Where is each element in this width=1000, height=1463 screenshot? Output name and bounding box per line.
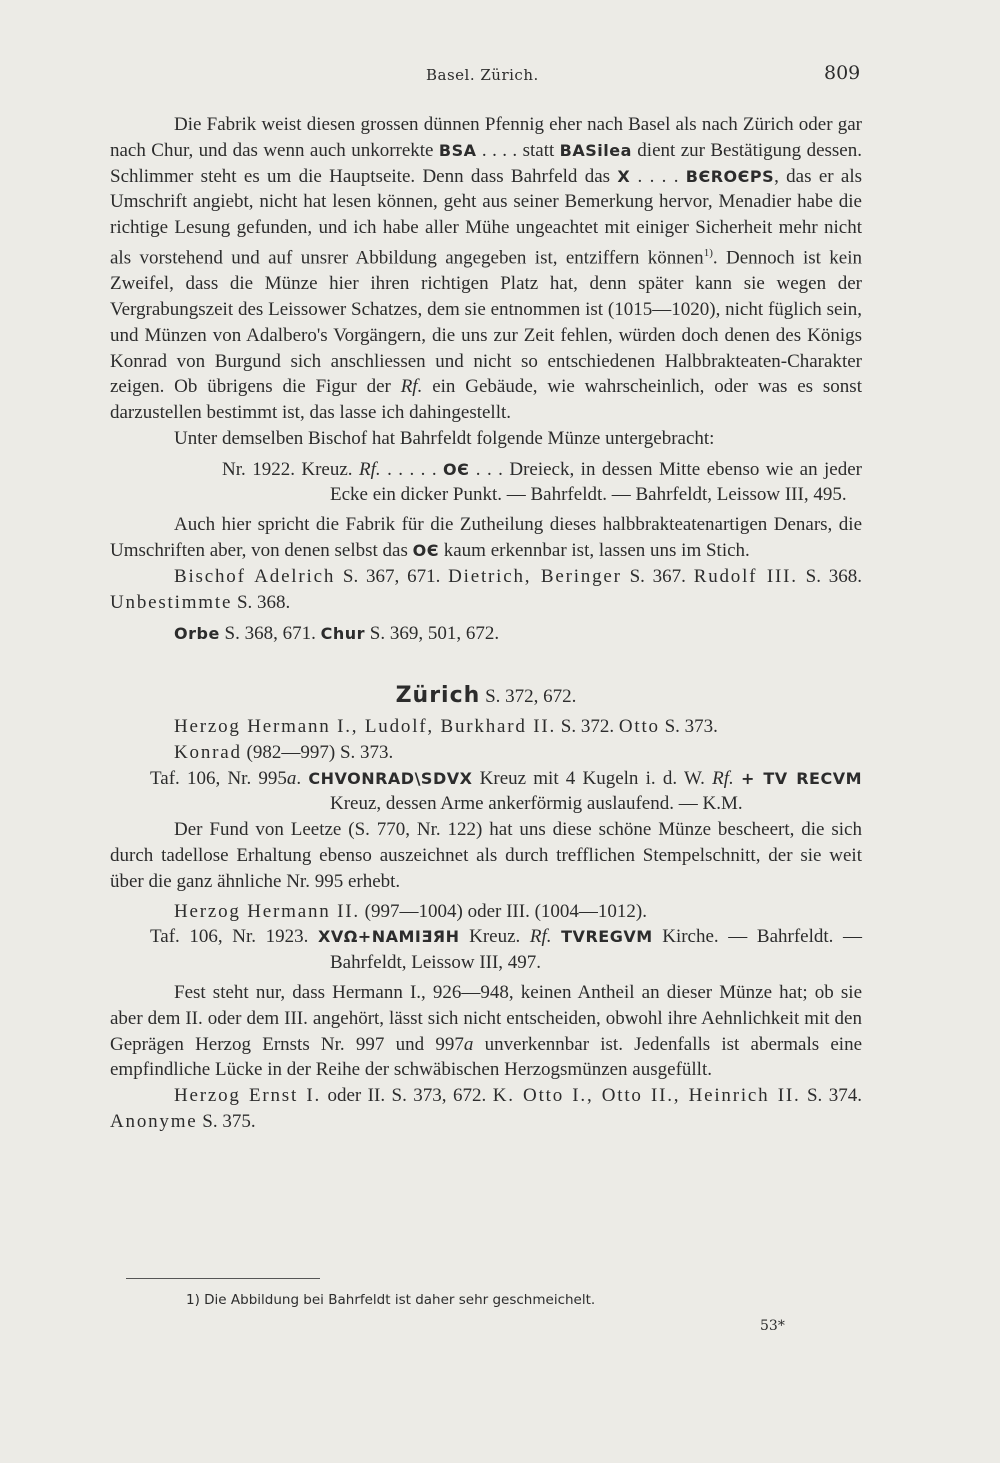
legend-text: OЄ <box>412 541 439 561</box>
footnote: 1) Die Abbildung bei Bahrfeldt ist daher sehr geschmeichelt. <box>186 1292 596 1308</box>
reference-line-bischof: Bischof Adelrich S. 367, 671. Dietrich, Beringer S. 367. Rudolf III. S. 368. Unbestimmte S. 368. <box>110 565 862 613</box>
reference-line-ernst: Herzog Ernst I. oder II. S. 373, 672. K. Otto I., Otto II., Heinrich II. S. 374. Anonyme S. 375. <box>110 1085 863 1133</box>
footnote-ref: 1) <box>703 246 713 259</box>
legend-text: BSA <box>438 140 477 160</box>
legend-text: XVΩ+NAMIƎЯH <box>317 927 460 947</box>
place-name: Chur <box>320 624 366 644</box>
legend-text: X <box>617 166 631 186</box>
legend-text: BЄROЄPS <box>685 166 775 186</box>
coin-entry-1923: Taf. 106, Nr. 1923. XVΩ+NAMIƎЯH Kreuz. Rf. TVREGVM Kirche. — Bahrfeldt. — Bahrfeldt, Leissow III, 497. <box>150 926 863 974</box>
running-title: Basel. Zürich. <box>426 66 539 84</box>
page-header <box>0 60 1000 90</box>
paragraph-fest: Fest steht nur, dass Hermann I., 926—948, keinen Antheil an dieser Münze hat; ob sie aber dem II. oder dem III. angehört, lässt sich nicht entscheiden, obwohl ihre Aehnlichkeit mit den Geprägen Herzog Ernsts Nr. 997 und 997a unverkennbar ist. Jedenfalls ist abermals eine empfindliche Lücke in der Reihe der schwäbischen Herzogsmünzen ausgefüllt. <box>110 982 862 1081</box>
legend-text: OЄ <box>443 459 470 479</box>
coin-entry-995a: Taf. 106, Nr. 995a. CHVONRAD\SDVX Kreuz mit 4 Kugeln i. d. W. Rf. + TV RECVM Kreuz, dessen Arme ankerförmig auslaufend. — K.M. <box>150 767 863 815</box>
paragraph-unter: Unter demselben Bischof hat Bahrfeldt folgende Münze untergebracht: <box>174 427 715 449</box>
footnote-rule <box>126 1278 320 1279</box>
paragraph-fabrik: Die Fabrik weist diesen grossen dünnen Pfennig eher nach Basel als nach Zürich oder gar nach Chur, und das wenn auch unkorrekte BSA . . . . statt BASilea dient zur Bestätigung dessen. Schlimmer steht es um die Hauptseite. Denn dass Bahrfeld das X . . . . BЄROЄPS, das er als Umschrift angiebt, nicht hat lesen können, geht aus seiner Bemerkung hervor, Menadier habe die richtige Lesung gefunden, und ich habe aller Mühe ungeachtet mit einiger Sicherheit mehr nicht als vorstehend und auf unsrer Abbildung angegeben ist, entziffern können$^{1)}$. Dennoch ist kein Zweifel, dass die Münze hier ihren richtigen Platz hat, denn später kann sie wegen der Vergrabungszeit des Leissower Schatzes, dem sie entnommen ist (1015—1020), nicht füglich sein, und Münzen von Adalbero's Vorgängern, die uns zur Zeit fehlen, würden doch denen des Königs Konrad von Burgund sich anschliessen und nicht so entschiedenen Halbbrakteaten-Charakter zeigen. Ob übrigens die Figur der Rf. ein Gebäude, wie wahrscheinlich, oder was es sonst darzustellen bestimmt ist, das lasse ich dahingestellt. <box>110 114 862 424</box>
place-name: Orbe <box>174 624 220 644</box>
reference-line-orbe-chur: Orbe S. 368, 671. Chur S. 369, 501, 672. <box>174 623 500 645</box>
page-number: 809 <box>824 62 861 84</box>
reference-line-konrad: Konrad (982—997) S. 373. <box>174 741 394 763</box>
legend-text: + TV RECVM <box>740 768 863 788</box>
paragraph-fund: Der Fund von Leetze (S. 770, Nr. 122) hat uns diese schöne Münze bescheert, die sich durch tadellose Erhaltung ebenso auszeichnet als durch trefflichen Stempelschnitt, der sie weit über die ganz ähnliche Nr. 995 erhebt. <box>110 819 862 892</box>
legend-text: TVREGVM <box>561 927 653 947</box>
section-title: Zürich <box>395 683 481 709</box>
main-text <box>110 112 862 1135</box>
signature-mark: 53* <box>760 1318 785 1334</box>
reference-line-herzog-hermann: Herzog Hermann I., Ludolf, Burkhard II. S. 372. Otto S. 373. <box>174 716 718 738</box>
section-heading-zurich: Zürich S. 372, 672. <box>395 683 577 709</box>
reference-line-hermann-ii: Herzog Hermann II. (997—1004) oder III. (1004—1012). <box>174 900 647 922</box>
paragraph-auch: Auch hier spricht die Fabrik für die Zutheilung dieses halbbrakteatenartigen Denars, die Umschriften aber, von denen selbst das OЄ kaum erkennbar ist, lassen uns im Stich. <box>110 514 862 562</box>
legend-text: BASilea <box>559 140 632 160</box>
coin-entry-1922: Nr. 1922. Kreuz. Rf. . . . . . OЄ . . . Dreieck, in dessen Mitte ebenso wie an jeder Ecke ein dicker Punkt. — Bahrfeldt. — Bahrfeldt, Leissow III, 495. <box>222 458 863 506</box>
legend-text: CHVONRAD\SDVX <box>308 768 473 788</box>
